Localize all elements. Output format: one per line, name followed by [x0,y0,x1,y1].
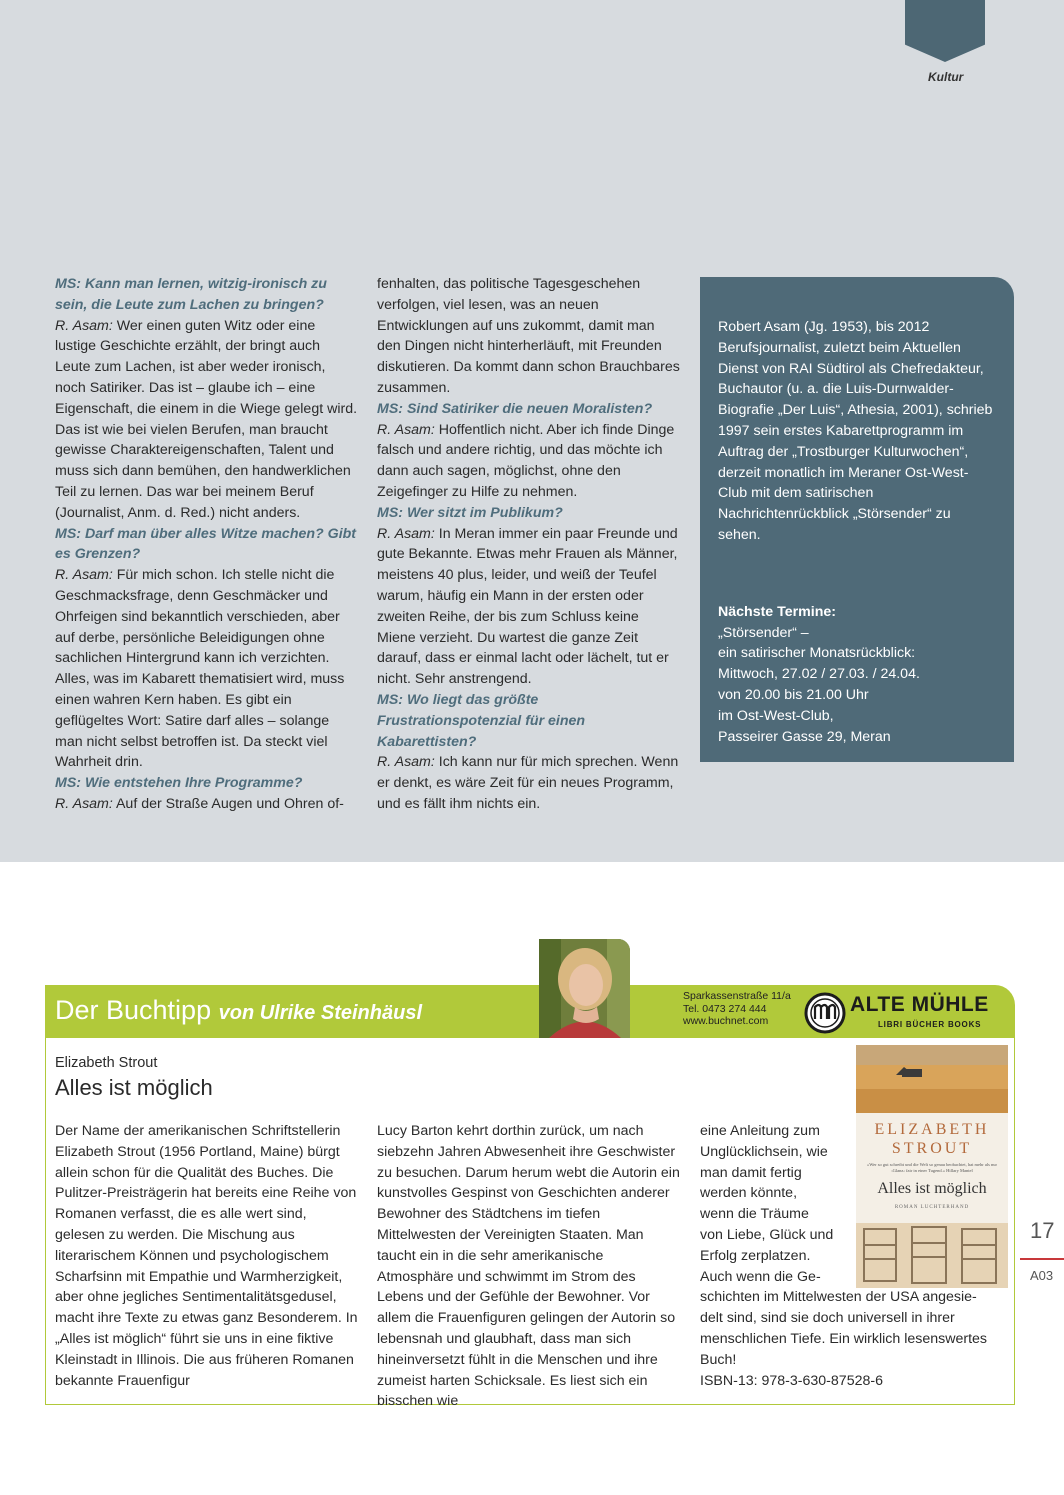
review-line: Unglücklichsein, wie [700,1143,828,1160]
interview-answer [377,752,681,814]
author-bio: Robert Asam (Jg. 1953), bis 2012 Berufsjournalist, zuletzt beim Aktuellen Dienst von RAI Südtirol als Chefredakteur, Buchautor (u. a. die Luis-Durnwalder-Biografie „Der Luis“, Athesia, 2001), schrieb 1997 sein erstes Kabarettprogramm im Auftrag der „Trostburger Kulturwochen“, derzeit monatlich im Meraner Ost-West-Club mit dem satirischen Nachrichtenrückblick „Störsender“ zu sehen. [718,319,993,543]
review-line: schichten im Mittelwesten der USA angesie- [700,1289,977,1306]
answer-text: In Meran immer ein paar Freunde und gute Bekannte. Etwas mehr Frauen als Männer, meistens 40 plus, leider, und weiß der Teufel warum, häufig ein Mann in der ersten oder zweiten Reihe, der bis zum Schluss keine Miene verzieht. Du wartest die ganze Zeit darauf, dass er einmal lacht oder lächelt, tut er nicht. Sehr anstrengend. [377,525,678,688]
dates-heading: Nächste Termine: [718,603,837,620]
reviewer-portrait [539,939,630,1038]
review-line: menschlichen Tiefe. Ein wirklich lesenswertes [700,1330,988,1347]
cover-publisher: ROMAN LUCHTERHAND [894,1205,970,1210]
review-column-1: Der Name der amerikanischen Schriftstellerin Elizabeth Strout (1956 Portland, Maine) bürgt allein schon für die Qualität des Buches. Die Pulitzer-Preisträgerin hat bereits eine Reihe von Romanen verfasst, die es alle wert sind, gelesen zu werden. Die Mischung aus literarischem Können und psychologischem Scharfsinn mit Empathie und Warmherzigkeit, aber ohne jegliches Sentimentalitätsgedusel, macht ihre Texte zu etwas ganz Besonderem. In „Alles ist möglich“ führt sie uns in eine fiktive Kleinstadt in Illinois. Die aus früheren Romanen bekannte Frauenfigur [55,1123,358,1389]
review-line: man damit fertig [700,1164,802,1181]
interview-answer [377,524,681,690]
speaker-label: R. Asam: [377,754,435,771]
interview-question: MS: Sind Satiriker die neuen Moralisten? [377,400,653,417]
date-line: von 20.00 bis 21.00 Uhr [718,686,869,703]
buchtipp-title [55,995,422,1026]
page-number: 17 [1030,1218,1055,1243]
date-line: Mittwoch, 27.02 / 27.03. / 24.04. [718,666,920,683]
author-info-box [700,277,1014,762]
book-title: Alles ist möglich [55,1075,213,1100]
logo-subtitle: LIBRI BÜCHER BOOKS [878,1020,982,1029]
answer-text: Auf der Straße Augen und Ohren of- [112,795,344,812]
review-line: Buch! [700,1351,737,1368]
speaker-label: R. Asam: [377,525,435,542]
interview-answer [55,565,359,773]
interview-question: MS: Wo liegt das größte Frustrationspotenzial für einen Kabarettisten? [377,691,586,750]
review-line: wenn die Träume [700,1206,809,1223]
address-line: Sparkassenstraße 11/a [683,990,791,1002]
mill-logo-icon [803,991,847,1035]
alte-muehle-logo [803,991,989,1035]
shop-address [683,990,791,1028]
review-line: Erfolg zerplatzen. [700,1247,811,1264]
buchtipp-heading: Der Buchtipp [55,995,212,1025]
book-cover [856,1045,1008,1288]
interview-answer [55,794,359,815]
interview-column-2 [377,274,681,815]
date-line: „Störsender“ – [718,624,809,641]
interview-question: MS: Kann man lernen, witzig-ironisch zu sein, die Leute zum Lachen zu bringen? [55,276,327,313]
cover-title: Alles ist möglich [877,1180,987,1197]
interview-question: MS: Darf man über alles Witze machen? Gibt es Grenzen? [55,525,357,563]
speaker-label: R. Asam: [55,567,113,584]
logo-name: ALTE MÜHLE [850,993,989,1016]
answer-text: fenhalten, das politische Tagesgeschehen verfolgen, viel lesen, was an neuen Entwicklungen auf uns zukommt, damit man den Dingen nicht hinterherläuft, mit Freunden diskutieren. Da kommt dann schon Brauchbares zusammen. [377,276,680,396]
review-line: ISBN-13: 978-3-630-87528-6 [700,1372,883,1389]
review-line: werden könnte, [700,1185,798,1202]
address-line: Tel. 0473 274 444 [683,1002,767,1015]
answer-text: Wer einen guten Witz oder eine lustige Geschichte erzählt, der bringt auch Leute zum Lachen, ist aber weder ironisch, noch Satiriker. Das ist – glaube ich – eine Eigenschaft, die einem in die Wiege gelegt wird. Das ist wie bei vielen Berufen, man braucht gewisse Charaktereigenschaften, Talent und muss sich dann bemühen, den handwerklichen Teil zu lernen. Das war bei meinem Beruf (Journalist, Anm. d. Red.) nicht anders. [55,317,358,521]
dates-list [718,623,996,748]
section-label: Kultur [928,70,964,84]
interview-question: MS: Wer sitzt im Publikum? [377,504,563,521]
speaker-label: R. Asam: [55,795,113,812]
speaker-label: R. Asam: [55,317,113,334]
speaker-label: R. Asam: [377,421,435,438]
book-author: Elizabeth Strout [55,1055,158,1071]
review-line: von Liebe, Glück und [700,1226,834,1243]
answer-text: Hoffentlich nicht. Aber ich finde Dinge falsch und andere richtig, und das möchte ich dann auch sagen, möglichst, ohne den Zeigefinger zu Hilfe zu nehmen. [377,421,675,500]
answer-text: Ich kann nur für mich sprechen. Wenn er denkt, es wäre Zeit für ein neues Programm, und es fällt ihm nichts ein. [377,754,679,812]
answer-text: Für mich schon. Ich stelle nicht die Geschmacksfrage, denn Geschmäcker und Ohrfeigen sind bekanntlich verschieden, aber auf derbe, persönliche Beleidigungen ohne sachlichen Hintergrund kann ich verzichten. Alles, was im Kabarett thematisiert wird, muss einen wahren Kern haben. Es gibt ein geflügeltes Wort: Satire darf alles – solange man nicht selbst betroffen ist. Da steckt viel Wahrheit drin. [55,567,345,771]
review-line: eine Anleitung zum [700,1123,820,1139]
interview-answer [55,316,359,524]
review-column-2: Lucy Barton kehrt dorthin zurück, um nach siebzehn Jahren Abwesenheit ihre Geschwister zu besuchen. Darum herum webt die Autorin ein kunstvolles Gespinst von Geschichten anderer Bewohner des Städtchens im tiefen Mittelwesten der Vereinigten Staaten. Man taucht ein in die sehr amerikanische Atmosphäre und schwimmt im Strom des Lebens und der Gefühle der Bewohner. Vor allem die Frauenfiguren gelingen der Autorin so lebensnah und glaubhaft, dass man sich hineinversetzt fühlt in die Menschen und ihre zumeist harten Schicksale. Es liest sich ein bisschen wie [377,1123,680,1410]
review-line: Auch wenn die Ge- [700,1268,821,1285]
interview-column-1 [55,274,359,815]
interview-question: MS: Wie entstehen Ihre Programme? [55,775,303,792]
review-line: delt sind, sind sie doch universell in ihrer [700,1310,955,1327]
cover-author: ELIZABETH STROUT [874,1121,990,1157]
date-line: ein satirischer Monatsrückblick: [718,645,916,662]
cover-tagline: »Wer so gut schreibt und die Welt so genau beobachtet, hat mehr als nur ›Glanz‹ fair in einer Tugend.« Hillary Mantel [867,1162,997,1173]
date-line: im Ost-West-Club, [718,707,834,724]
page-code: A03 [1030,1268,1054,1283]
buchtipp-byline: von Ulrike Steinhäusl [218,1002,422,1024]
address-line: www.buchnet.com [683,1015,769,1027]
interview-answer [377,420,681,503]
interview-answer [377,274,681,399]
date-line: Passeirer Gasse 29, Meran [718,728,891,745]
page-number-rule [1020,1258,1064,1260]
